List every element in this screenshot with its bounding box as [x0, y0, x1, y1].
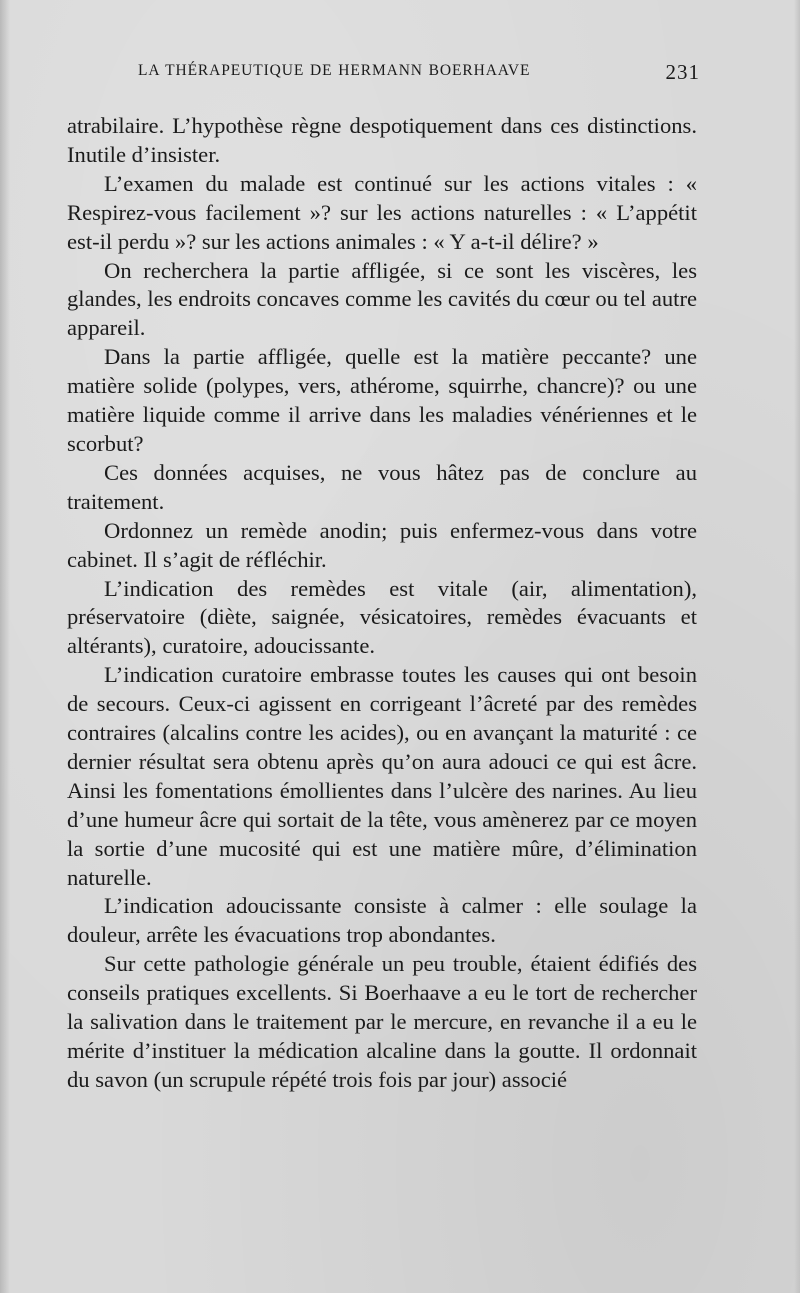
paragraph-indication-curatoire: L’indication curatoire embrasse toutes les causes qui ont besoin de secours. Ceux-ci agissent en corrigeant l’âcreté par des remèdes contraires (alcalins contre les acides), ou en avançant la maturité : ce dernier résultat sera obtenu après qu’on aura adouci ce qui est âcre. Ainsi les fomentations émollientes dans l’ulcère des narines. Au lieu d’une humeur âcre qui sortait de la tête, vous amènerez par ce moyen la sortie d’une mucosité qui est une matière mûre, d’élimination naturelle.: [67, 662, 697, 890]
body-text: [67, 112, 697, 1095]
paragraph-pathologie-generale: Sur cette pathologie générale un peu trouble, étaient édifiés des conseils pratiques excellents. Si Boerhaave a eu le tort de rechercher la salivation dans le traitement par le mercure, en revanche il a eu le mérite d’instituer la médication alcaline dans la goutte. Il ordonnait du savon (un scrupule répété trois fois par jour) associé: [67, 951, 697, 1092]
running-head: [138, 60, 700, 88]
paragraph-indication-remedes: L’indication des remèdes est vitale (air, alimentation), préservatoire (diète, saignée, vésicatoires, remèdes évacuants et altérants), curatoire, adoucissante.: [67, 575, 697, 659]
paragraph-examen: L’examen du malade est continué sur les actions vitales : « Respirez-vous facilement »? sur les actions naturelles : « L’appétit est-il perdu »? sur les actions animales : « Y a-t-il délire? »: [67, 170, 697, 254]
paragraph-donnees-acquises: Ces données acquises, ne vous hâtez pas de conclure au traitement.: [67, 459, 697, 514]
paragraph-continuation: atrabilaire. L’hypothèse règne despotiquement dans ces distinctions. Inutile d’insister.: [67, 113, 697, 167]
page-number: 231: [665, 60, 700, 84]
paragraph-remede-anodin: Ordonnez un remède anodin; puis enfermez-vous dans votre cabinet. Il s’agit de réfléchir.: [67, 517, 697, 572]
paragraph-partie-affligee: On recherchera la partie affligée, si ce sont les viscères, les glandes, les endroits concaves comme les cavités du cœur ou tel autre appareil.: [67, 257, 697, 341]
paragraph-matiere-peccante: Dans la partie affligée, quelle est la matière peccante? une matière solide (polypes, vers, athérome, squirrhe, chancre)? ou une matière liquide comme il arrive dans les maladies vénériennes et le scorbut?: [67, 344, 697, 456]
paragraph-indication-adoucissante: L’indication adoucissante consiste à calmer : elle soulage la douleur, arrête les évacuations trop abondantes.: [67, 893, 697, 948]
running-title: LA THÉRAPEUTIQUE DE HERMANN BOERHAAVE: [138, 62, 531, 79]
